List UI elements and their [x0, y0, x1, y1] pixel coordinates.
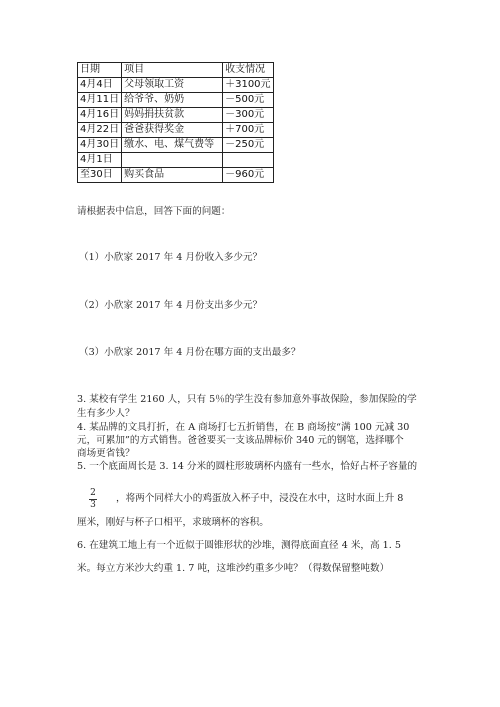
question-1: （1）小欣家 2017 年 4 月份收入多少元？: [79, 252, 263, 263]
cell-amount: ＋3100元: [223, 78, 273, 93]
cell-date: 至30日: [78, 168, 122, 183]
table-row: [78, 78, 274, 93]
cell-amount: [223, 153, 273, 168]
fraction-two-thirds: [88, 488, 98, 511]
header-item: 项目: [122, 63, 223, 78]
header-date: 日期: [78, 63, 122, 78]
cell-date: 4月30日: [78, 138, 122, 153]
cell-amount: －300元: [223, 108, 273, 123]
cell-date: 4月22日: [78, 123, 122, 138]
table-row: [78, 153, 274, 168]
table-row: [78, 93, 274, 108]
problem-3-line-1: 3. 某校有学生 2160 人，只有 5％的学生没有参加意外事故保险，参加保险的学: [77, 394, 417, 405]
cell-item: 缴水、电、煤气费等: [122, 138, 223, 153]
problem-5-line-3: 厘米，刚好与杯子口相平，求玻璃杯的容积。: [77, 517, 269, 528]
cell-amount: －960元: [223, 168, 273, 183]
cell-item: 爸爸获得奖金: [122, 123, 223, 138]
question-prompt: 请根据表中信息，回答下面的问题：: [77, 206, 231, 217]
table-row: [78, 138, 274, 153]
cell-amount: －500元: [223, 93, 273, 108]
cell-item: 妈妈捐扶贫款: [122, 108, 223, 123]
problem-3-line-2: 生有多少人？: [77, 408, 135, 419]
question-2: （2）小欣家 2017 年 4 月份支出多少元？: [79, 300, 263, 311]
income-expense-table: [77, 62, 274, 183]
problem-4-line-1: 4. 某品牌的文具打折，在 A 商场打七五折销售，在 B 商场按“满 100 元减 30: [77, 422, 410, 433]
table-row: [78, 123, 274, 138]
cell-item: [122, 153, 223, 168]
cell-date: 4月4日: [78, 78, 122, 93]
problem-6-line-2: 米。每立方米沙大约重 1. 7 吨，这堆沙约重多少吨？（得数保留整吨数）: [77, 563, 390, 574]
cell-amount: ＋700元: [223, 123, 273, 138]
cell-date: 4月1日: [78, 153, 122, 168]
cell-date: 4月11日: [78, 93, 122, 108]
fraction-numerator: 2: [90, 488, 96, 498]
problem-6-line-1: 6. 在建筑工地上有一个近似于圆锥形状的沙堆，测得底面直径 4 米，高 1. 5: [77, 540, 401, 551]
problem-5-line-1: 5. 一个底面周长是 3. 14 分米的圆柱形玻璃杯内盛有一些水，恰好占杯子容量的: [77, 461, 418, 472]
header-amount: 收支情况: [223, 63, 273, 78]
cell-item: 购买食品: [122, 168, 223, 183]
table-row: [78, 168, 274, 183]
table-row: [78, 108, 274, 123]
cell-item: 给爷爷、奶奶: [122, 93, 223, 108]
cell-item: 父母领取工资: [122, 78, 223, 93]
cell-amount: －250元: [223, 138, 273, 153]
problem-4-line-2: 元，可累加”的方式销售。爸爸要买一支该品牌标价 340 元的钢笔，选择哪个: [77, 435, 404, 446]
problem-5-line-2: ，将两个同样大小的鸡蛋放入杯子中，浸没在水中，这时水面上升 8: [116, 493, 404, 504]
table-header-row: [78, 63, 274, 78]
problem-4-line-3: 商场更省钱？: [77, 448, 135, 459]
cell-date: 4月16日: [78, 108, 122, 123]
question-3: （3）小欣家 2017 年 4 月份在哪方面的支出最多？: [79, 347, 301, 358]
fraction-denominator: 3: [90, 500, 96, 510]
